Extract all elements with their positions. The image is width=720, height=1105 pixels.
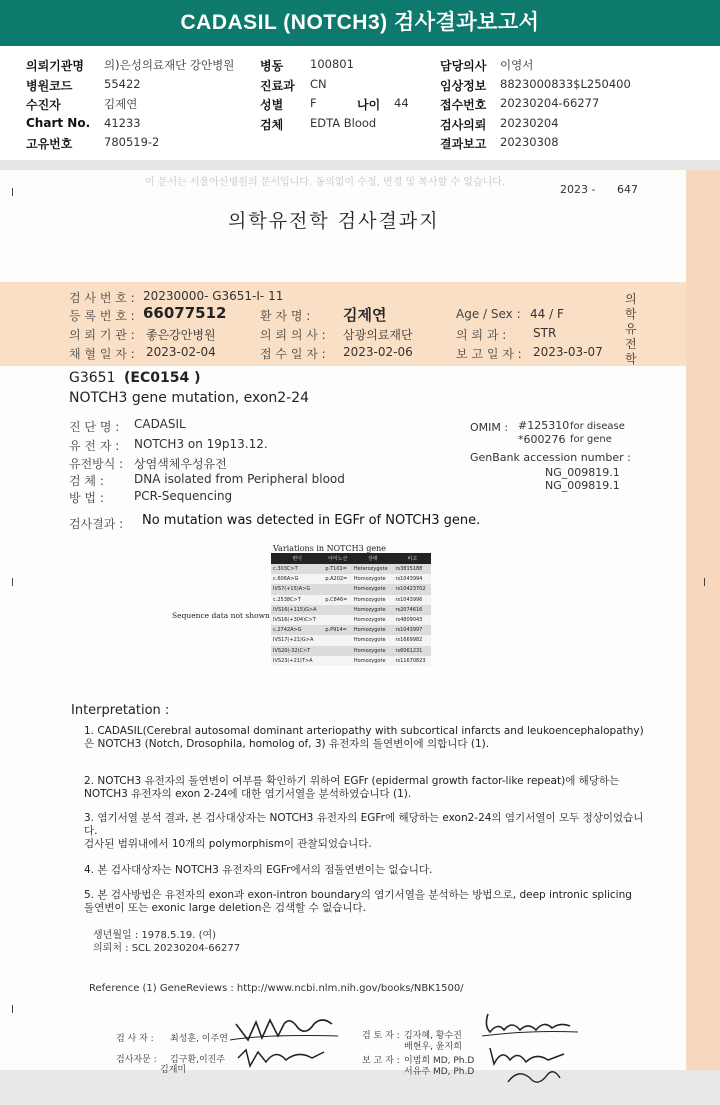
variation-cell: IVS20(-32)C>T bbox=[271, 646, 323, 656]
doctor-label: 담당의사 bbox=[440, 59, 487, 73]
omim-gene: *600276 bbox=[518, 433, 566, 446]
method-label: 방 법 : bbox=[69, 491, 104, 505]
variations-table bbox=[271, 553, 431, 666]
variation-cell: Homozygote bbox=[352, 595, 394, 605]
doc-year: 2023 - bbox=[560, 183, 596, 196]
reporter-value: 이범희 MD, Ph.D bbox=[404, 1056, 475, 1066]
reference: Reference (1) GeneReviews : http://www.ncbi.nlm.nih.gov/books/NBK1500/ bbox=[89, 983, 464, 994]
genbank-accession-1: NG_009819.1 bbox=[545, 466, 620, 479]
variation-row bbox=[271, 625, 431, 635]
req-inst-label: 의 뢰 기 관 : bbox=[69, 328, 135, 342]
variation-cell: Homozygote bbox=[352, 635, 394, 645]
column-header: 비고 bbox=[393, 553, 431, 564]
unique-no-label: 고유번호 bbox=[26, 137, 73, 151]
test-code: G3651 bbox=[69, 370, 116, 386]
age-value: 44 bbox=[394, 96, 409, 110]
report-date-label: 결과보고 bbox=[440, 137, 487, 151]
tester-signature bbox=[228, 1010, 348, 1072]
omim-disease-note: for disease bbox=[570, 421, 625, 432]
report-title: CADASIL (NOTCH3) 검사결과보고서 bbox=[0, 0, 720, 46]
sex-value: F bbox=[310, 96, 317, 110]
recv-date-label: 접 수 일 자 : bbox=[260, 347, 326, 361]
interpretation-title: Interpretation : bbox=[71, 703, 170, 718]
test-ec-code: (EC0154 ) bbox=[124, 370, 201, 386]
variation-cell: rs1043997 bbox=[393, 625, 431, 635]
report-date-value: 20230308 bbox=[500, 135, 559, 149]
variation-cell: p.C846= bbox=[323, 595, 352, 605]
omim-disease: #125310 bbox=[518, 419, 570, 432]
reviewer-value: 배현우, 윤지희 bbox=[404, 1042, 462, 1052]
variation-cell: rs11670823 bbox=[393, 656, 431, 666]
variation-row bbox=[271, 615, 431, 625]
test-name: NOTCH3 gene mutation, exon2-24 bbox=[69, 390, 310, 406]
request-date-label: 검사의뢰 bbox=[440, 118, 487, 132]
patient-name-label: 환 자 명 : bbox=[260, 309, 311, 323]
specimen-value: EDTA Blood bbox=[310, 116, 377, 130]
variation-cell: p.T101= bbox=[323, 564, 352, 574]
side-label-char: 학 bbox=[625, 352, 637, 366]
reporter-value: 서유주 MD, Ph.D bbox=[404, 1067, 475, 1077]
variation-cell: Homozygote bbox=[352, 646, 394, 656]
variation-cell bbox=[323, 605, 352, 615]
variation-cell: Homozygote bbox=[352, 625, 394, 635]
tester-label: 검 사 자 : bbox=[116, 1034, 154, 1044]
draw-date-label: 채 혈 일 자 : bbox=[69, 347, 135, 361]
variation-cell: c.606A>G bbox=[271, 574, 323, 584]
interpretation-item: 2. NOTCH3 유전자의 돌연변이 여부를 확인하기 위하여 EGFr (epidermal growth factor-like repeat)에 해당하는 NOTCH3 유전자의 exon 2-24에 대한 염기서열을 분석하였습니다 (1). bbox=[84, 775, 620, 800]
gene-label: 유 전 자 : bbox=[69, 439, 120, 453]
referral: 의뢰처 : SCL 20230204-66277 bbox=[93, 943, 241, 954]
side-label-char: 의 bbox=[625, 292, 637, 306]
reviewer-label: 검 토 자 : bbox=[362, 1031, 400, 1041]
req-inst-value: 좋은강안병원 bbox=[146, 328, 216, 342]
clinical-info-value: 8823000833$L250400 bbox=[500, 77, 631, 91]
reviewer-value: 김자혜, 황수진 bbox=[404, 1031, 462, 1041]
clinical-info-label: 임상정보 bbox=[440, 79, 487, 93]
sex-label: 성별 bbox=[260, 98, 284, 112]
variation-cell: Homozygote bbox=[352, 584, 394, 594]
req-doc-value: 삼광의료재단 bbox=[343, 328, 413, 342]
reviewer-signature bbox=[478, 1008, 588, 1092]
margin-mark bbox=[12, 188, 13, 196]
age-label: 나이 bbox=[357, 98, 381, 112]
variation-cell: c.2538C>T bbox=[271, 595, 323, 605]
variation-cell: Homozygote bbox=[352, 656, 394, 666]
variation-cell: rs1043994 bbox=[393, 574, 431, 584]
variation-cell bbox=[323, 584, 352, 594]
test-no-value: 20230000- G3651-I- 11 bbox=[143, 289, 284, 303]
interpretation-item: 5. 본 검사방법은 유전자의 exon과 exon-intron boundary의 염기서열을 분석하는 방법으로, deep intronic splicing 돌연변이 또는 exonic large deletion은 검색할 수 없습니다. bbox=[84, 889, 632, 914]
advisor-value: 김재미 bbox=[160, 1065, 187, 1075]
variation-cell: rs1669982 bbox=[393, 635, 431, 645]
variation-cell: rs2074616 bbox=[393, 605, 431, 615]
variation-cell: Homozygote bbox=[352, 574, 394, 584]
specimen-detail-value: DNA isolated from Peripheral blood bbox=[134, 472, 345, 486]
variation-row bbox=[271, 646, 431, 656]
variation-cell bbox=[323, 635, 352, 645]
report-date-label: 보 고 일 자 : bbox=[456, 347, 522, 361]
inheritance-value: 상염색체우성유전 bbox=[134, 457, 227, 471]
test-no-label: 검 사 번 호 : bbox=[69, 291, 135, 305]
advisor-label: 검사자문 : bbox=[116, 1055, 157, 1065]
column-header: 아미노산 bbox=[323, 553, 352, 564]
column-header: 변이 bbox=[271, 553, 323, 564]
dept-label: 진료과 bbox=[260, 79, 295, 93]
advisor-value: 김구환,이진주 bbox=[170, 1055, 226, 1065]
variation-cell: c.303C>T bbox=[271, 564, 323, 574]
report-date-value: 2023-03-07 bbox=[533, 345, 603, 359]
birth-date: 생년월일 : 1978.5.19. (여) bbox=[93, 930, 217, 941]
request-date-value: 20230204 bbox=[500, 116, 559, 130]
doc-number: 647 bbox=[617, 183, 638, 196]
gene-value: NOTCH3 on 19p13.12. bbox=[134, 437, 268, 451]
dept-value: CN bbox=[310, 77, 327, 91]
patient-label: 수진자 bbox=[26, 98, 61, 112]
reg-no-label: 등 록 번 호 : bbox=[69, 309, 135, 323]
omim-gene-note: for gene bbox=[570, 434, 612, 445]
variation-cell bbox=[323, 615, 352, 625]
variation-cell: Homozygote bbox=[352, 605, 394, 615]
variation-cell: rs10423702 bbox=[393, 584, 431, 594]
variation-cell: rs1043996 bbox=[393, 595, 431, 605]
variation-cell: p.A202= bbox=[323, 574, 352, 584]
interpretation-item: 검사된 범위내에서 10개의 polymorphism이 관찰되었습니다. bbox=[84, 838, 372, 850]
margin-mark bbox=[704, 578, 705, 586]
ward-value: 100801 bbox=[310, 57, 354, 71]
ward-label: 병동 bbox=[260, 59, 284, 73]
receipt-no-value: 20230204-66277 bbox=[500, 96, 600, 110]
req-dept-value: STR bbox=[533, 326, 557, 340]
variation-row bbox=[271, 584, 431, 594]
column-header: 상태 bbox=[352, 553, 394, 564]
req-dept-label: 의 뢰 과 : bbox=[456, 328, 507, 342]
receipt-no-label: 접수번호 bbox=[440, 98, 487, 112]
variation-row bbox=[271, 656, 431, 666]
age-sex-label: Age / Sex : bbox=[456, 307, 521, 321]
draw-date-value: 2023-02-04 bbox=[146, 345, 216, 359]
variation-cell bbox=[323, 656, 352, 666]
variation-cell: rs6061231 bbox=[393, 646, 431, 656]
hospital-code-value: 55422 bbox=[104, 77, 141, 91]
side-label-char: 학 bbox=[625, 307, 637, 321]
method-value: PCR-Sequencing bbox=[134, 489, 233, 503]
sheet-title: 의학유전학 검사결과지 bbox=[228, 210, 440, 232]
genbank-label: GenBank accession number : bbox=[470, 451, 631, 464]
interpretation-item: 4. 본 검사대상자는 NOTCH3 유전자의 EGFr에서의 점돌연변이는 없습니다. bbox=[84, 864, 433, 876]
variation-row bbox=[271, 574, 431, 584]
variation-cell bbox=[323, 646, 352, 656]
variation-cell: IVS16(+304)C>T bbox=[271, 615, 323, 625]
variation-cell: IVS7(+15)A>G bbox=[271, 584, 323, 594]
variation-cell: IVS16(+115)G>A bbox=[271, 605, 323, 615]
diagnosis-value: CADASIL bbox=[134, 417, 186, 431]
variation-row bbox=[271, 564, 431, 574]
variation-cell: Homozygote bbox=[352, 615, 394, 625]
institution-label: 의뢰기관명 bbox=[26, 59, 84, 73]
interpretation-item: 3. 염기서열 분석 결과, 본 검사대상자는 NOTCH3 유전자의 EGFr에 해당하는 exon2-24의 염기서열이 모두 정상이었습니다. bbox=[84, 812, 644, 837]
variation-row bbox=[271, 635, 431, 645]
variation-row bbox=[271, 605, 431, 615]
variation-cell: rs4809043 bbox=[393, 615, 431, 625]
recv-date-value: 2023-02-06 bbox=[343, 345, 413, 359]
variations-body bbox=[271, 564, 431, 666]
diagnosis-label: 진 단 명 : bbox=[69, 420, 120, 434]
age-sex-value: 44 / F bbox=[530, 307, 564, 321]
reg-no-value: 66077512 bbox=[143, 304, 227, 322]
variation-row bbox=[271, 595, 431, 605]
variation-cell: IVS17(+21)G>A bbox=[271, 635, 323, 645]
doctor-value: 이영서 bbox=[500, 58, 534, 72]
chart-no-value: 41233 bbox=[104, 116, 141, 130]
tester-value: 최성훈, 이주연 bbox=[170, 1034, 228, 1044]
side-label-char: 유 bbox=[625, 322, 637, 336]
variation-cell: p.P914= bbox=[323, 625, 352, 635]
sequence-note: Sequence data not shown bbox=[172, 611, 270, 620]
side-label-char: 전 bbox=[625, 337, 637, 351]
specimen-label: 검체 bbox=[260, 118, 284, 132]
patient-value: 김제연 bbox=[104, 97, 138, 111]
variation-cell: c.2742A>G bbox=[271, 625, 323, 635]
inheritance-label: 유전방식 : bbox=[69, 457, 124, 471]
scan-top-border bbox=[0, 160, 720, 170]
req-doc-label: 의 뢰 의 사 : bbox=[260, 328, 326, 342]
variation-cell: Heterozygote bbox=[352, 564, 394, 574]
scan-bottom-border bbox=[0, 1070, 720, 1105]
hospital-code-label: 병원코드 bbox=[26, 79, 73, 93]
margin-mark bbox=[12, 1005, 13, 1013]
result-label: 검사결과 : bbox=[69, 517, 124, 531]
specimen-detail-label: 검 체 : bbox=[69, 474, 104, 488]
sheet-side-band bbox=[686, 170, 720, 1070]
variation-cell: IVS23(+21)T>A bbox=[271, 656, 323, 666]
interpretation-item: 1. CADASIL(Cerebral autosomal dominant arteriopathy with subcortical infarcts and leukoencephalopathy)은 NOTCH3 (Notch, Drosophila, homolog of, 3) 유전자의 돌연변이에 의합니다 (1). bbox=[84, 725, 644, 750]
margin-mark bbox=[12, 578, 13, 586]
variation-cell: rs3815188 bbox=[393, 564, 431, 574]
patient-name-value: 김제연 bbox=[343, 306, 387, 324]
reporter-label: 보 고 자 : bbox=[362, 1056, 400, 1066]
variations-title: Variations in NOTCH3 gene bbox=[273, 544, 386, 553]
result-value: No mutation was detected in EGFr of NOTCH3 gene. bbox=[142, 513, 481, 528]
omim-label: OMIM : bbox=[470, 421, 509, 434]
unique-no-value: 780519-2 bbox=[104, 135, 160, 149]
chart-no-label: Chart No. bbox=[26, 116, 91, 130]
copyright-notice: 이 문서는 서울아산병원의 문서입니다. 동의없이 수정, 변경 및 복사할 수 없습니다. bbox=[145, 177, 506, 188]
genbank-accession-2: NG_009819.1 bbox=[545, 479, 620, 492]
institution-value: 의)은성의료재단 강안병원 bbox=[104, 58, 235, 72]
